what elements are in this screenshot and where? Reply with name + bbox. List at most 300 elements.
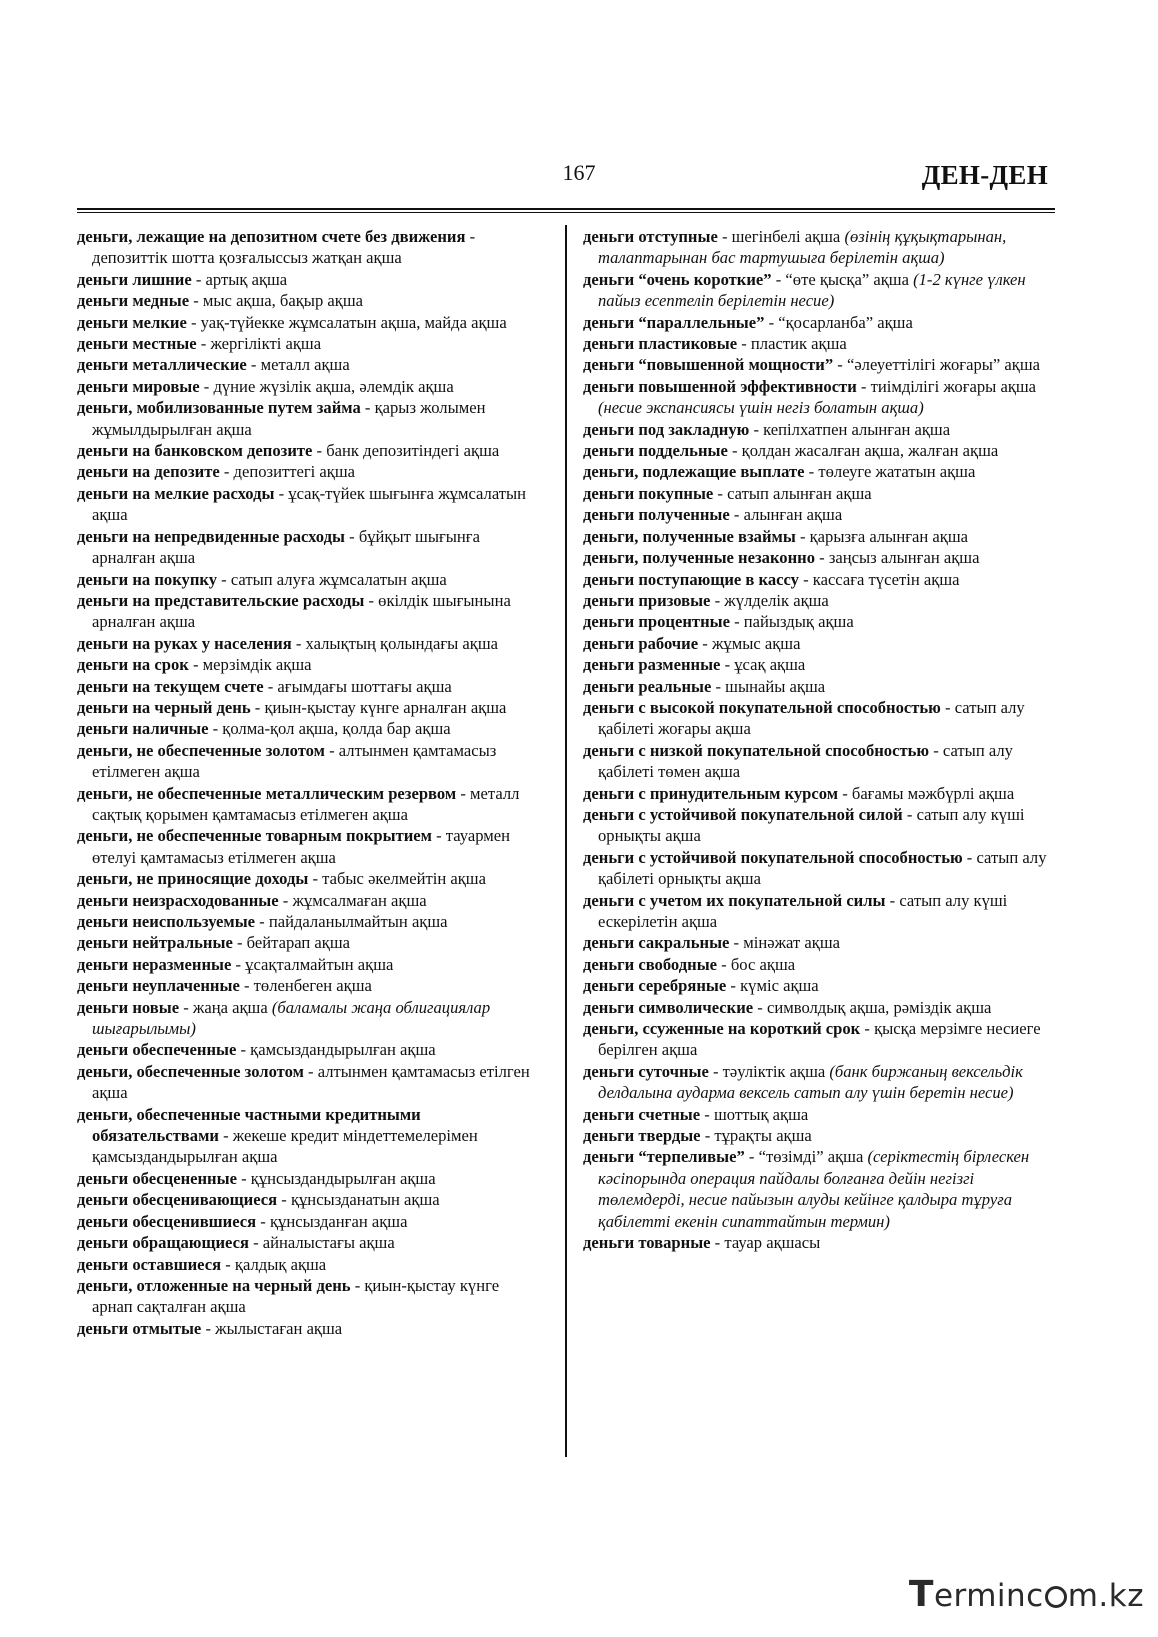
entry-term: деньги новые xyxy=(77,997,180,1017)
dictionary-entry xyxy=(77,333,543,354)
entry-term: деньги с высокой покупательной способностью xyxy=(583,697,941,717)
entry-definition: тауар ақшасы xyxy=(724,1233,821,1253)
dictionary-entry xyxy=(583,611,1055,632)
entry-term: деньги поддельные xyxy=(583,441,728,461)
dictionary-entry xyxy=(583,590,1055,611)
watermark-logo: Terminc m.kz xyxy=(908,1574,1144,1615)
page-number: 167 xyxy=(562,160,596,185)
entry-term: деньги символические xyxy=(583,997,754,1017)
entry-definition: төленбеген ақша xyxy=(253,976,372,996)
entry-separator: - xyxy=(727,441,742,461)
entry-separator: - xyxy=(324,740,339,760)
dictionary-entry xyxy=(583,547,1055,568)
entry-separator: - xyxy=(232,933,247,953)
entry-separator: - xyxy=(217,569,231,589)
entry-definition: пластик ақша xyxy=(750,334,847,354)
dictionary-entry xyxy=(583,269,1055,312)
entry-definition: “төзімді” ақша xyxy=(758,1147,864,1167)
entry-definition: қолма-қол ақша, қолда бар ақша xyxy=(222,719,451,739)
entry-term: деньги с устойчивой покупательной силой xyxy=(583,804,903,824)
header-rule-thin xyxy=(77,212,1055,213)
entry-separator: - xyxy=(729,612,744,632)
dictionary-entry xyxy=(77,226,543,269)
dictionary-entry xyxy=(77,676,543,697)
entry-definition: сатып алу қабілеті жоғары ақша xyxy=(598,697,1025,739)
entry-separator: - xyxy=(255,912,269,931)
entry-separator: - xyxy=(246,355,261,375)
dictionary-entry xyxy=(583,997,1055,1018)
entry-note: (баламалы жаңа облигациялар шығарылымы) xyxy=(92,997,491,1039)
entry-separator: - xyxy=(274,483,289,503)
entry-definition: артық ақша xyxy=(205,269,288,289)
entry-definition: төлеуге жататын ақша xyxy=(818,462,976,482)
dictionary-entry xyxy=(77,932,543,953)
dictionary-entry xyxy=(583,419,1055,440)
dictionary-entry xyxy=(77,526,543,569)
entry-term: деньги покупные xyxy=(583,483,714,503)
dictionary-entry xyxy=(583,483,1055,504)
entry-term: деньги, обеспеченные частными кредитными обязательствами xyxy=(77,1104,421,1146)
dictionary-entry xyxy=(77,397,543,440)
entry-separator: - xyxy=(208,719,223,739)
entry-term: деньги на банковском депозите xyxy=(77,441,313,461)
entry-term: деньги, полученные взаймы xyxy=(583,526,796,546)
circle-o-icon xyxy=(1045,1586,1067,1608)
entry-separator: - xyxy=(698,633,712,653)
entry-term: деньги на покупку xyxy=(77,569,218,589)
entry-term: деньги неизрасходованные xyxy=(77,890,279,910)
entry-separator: - xyxy=(250,697,265,717)
entry-separator: - xyxy=(179,997,193,1017)
entry-separator: - xyxy=(929,740,943,760)
entry-separator: - xyxy=(239,976,254,996)
entry-term: деньги на черный день xyxy=(77,697,251,717)
entry-term: деньги серебряные xyxy=(583,976,727,996)
entry-term: деньги полученные xyxy=(583,505,730,525)
entry-definition: құнсыздандырылған ақша xyxy=(250,1168,436,1188)
entry-term: деньги призовые xyxy=(583,590,711,610)
entry-term: деньги, полученные незаконно xyxy=(583,548,815,568)
entry-term: деньги рабочие xyxy=(583,633,699,653)
entry-definition: ұсақталмайтын ақша xyxy=(245,954,394,974)
entry-separator: - xyxy=(726,976,741,996)
dictionary-entry xyxy=(583,804,1055,847)
entry-separator: - xyxy=(710,590,725,610)
entry-separator: - xyxy=(236,1168,251,1188)
dictionary-entry xyxy=(77,569,543,590)
entry-term: деньги отступные xyxy=(583,227,718,246)
entry-definition: қалдық ақша xyxy=(234,1254,327,1274)
entry-term: деньги, отложенные на черный день xyxy=(77,1275,351,1295)
entry-definition: “қосарланба” ақша xyxy=(778,312,913,332)
entry-separator: - xyxy=(221,1254,235,1274)
entry-separator: - xyxy=(350,1275,365,1295)
entry-definition: пайдаланылмайтын ақша xyxy=(268,912,448,931)
entry-separator: - xyxy=(344,526,359,546)
entry-term: деньги разменные xyxy=(583,655,721,675)
dictionary-entry xyxy=(583,440,1055,461)
entry-term: деньги на мелкие расходы xyxy=(77,483,275,503)
entry-term: деньги “параллельные” xyxy=(583,312,765,332)
dictionary-entry xyxy=(77,483,543,526)
entry-term: деньги оставшиеся xyxy=(77,1254,222,1274)
entry-definition: құнсызданатын ақша xyxy=(290,1190,440,1210)
dictionary-entry xyxy=(583,676,1055,697)
entry-separator: - xyxy=(236,1040,251,1060)
entry-separator: - xyxy=(248,1233,263,1253)
dictionary-entry xyxy=(77,1061,543,1104)
entry-term: деньги, ссуженные на короткий срок xyxy=(583,1019,861,1039)
entry-separator: - xyxy=(710,1233,725,1253)
entry-definition: металл ақша xyxy=(260,355,350,375)
entry-definition: мерзімдік ақша xyxy=(202,655,312,675)
dictionary-entry xyxy=(583,890,1055,933)
dictionary-entry xyxy=(583,633,1055,654)
entry-separator: - xyxy=(737,334,751,354)
entry-term: деньги обесцененные xyxy=(77,1168,237,1188)
entry-definition: сатып алу қабілеті орнықты ақша xyxy=(598,847,1047,889)
dictionary-entry xyxy=(77,975,543,996)
dictionary-entry xyxy=(77,633,543,654)
dictionary-entry xyxy=(583,312,1055,333)
entry-separator: - xyxy=(764,312,779,332)
entry-definition: қарызға алынған ақша xyxy=(809,526,968,546)
entry-definition: шоттық ақша xyxy=(713,1104,809,1124)
dictionary-entry xyxy=(583,1232,1055,1253)
entry-definition: уақ-түйекке жұмсалатын ақша, майда ақша xyxy=(200,312,507,332)
entry-term: деньги счетные xyxy=(583,1104,701,1124)
entry-note: (серіктестің бірлескен кәсіпорында операция пайдалы болғанға дейін негізгі төлемдерді, несие пайызын алуды кейінге қалдыра тұруға қабілетті екенін сипаттайтын термин) xyxy=(598,1147,1030,1231)
dictionary-entry xyxy=(583,1125,1055,1146)
entry-definition: айналыстағы ақша xyxy=(262,1233,395,1253)
entry-definition: күміс ақша xyxy=(740,976,819,996)
entry-definition: металл сақтық қорымен қамтамасыз етілмеген ақша xyxy=(92,783,520,824)
entry-term: деньги товарные xyxy=(583,1233,711,1253)
entry-separator: - xyxy=(860,1019,875,1039)
entry-definition: қамсыздандырылған ақша xyxy=(250,1040,436,1060)
entry-definition: жаңа ақша xyxy=(192,997,268,1017)
dictionary-entry xyxy=(77,654,543,675)
dictionary-entry xyxy=(77,783,543,826)
entry-separator: - xyxy=(201,1318,216,1338)
entry-term: деньги обесценившиеся xyxy=(77,1211,257,1231)
entry-separator: - xyxy=(231,954,246,974)
dictionary-entry xyxy=(77,954,543,975)
entry-separator: - xyxy=(291,633,306,653)
entry-definition: сатып алу күші орнықты ақша xyxy=(598,804,1025,846)
dictionary-entry xyxy=(77,440,543,461)
entry-term: деньги на депозите xyxy=(77,462,220,482)
entry-separator: - xyxy=(256,1211,270,1231)
entry-term: деньги на представительские расходы xyxy=(77,590,365,610)
entry-term: деньги, лежащие на депозитном счете без движения xyxy=(77,227,466,246)
entry-separator: - xyxy=(188,655,203,675)
entry-separator: - xyxy=(277,1190,291,1210)
entry-definition: кепілхатпен алынған ақша xyxy=(763,419,951,439)
dictionary-entry xyxy=(583,354,1055,375)
entry-term: деньги свободные xyxy=(583,954,718,974)
entry-term: деньги медные xyxy=(77,291,190,311)
entry-term: деньги “очень короткие” xyxy=(583,269,772,289)
entry-definition: жекеше кредит міндеттемелерімен қамсыздандырылған ақша xyxy=(92,1126,478,1167)
entry-separator: - xyxy=(798,569,813,589)
entry-separator: - xyxy=(940,697,955,717)
entry-definition: алтынмен қамтамасыз етілмеген ақша xyxy=(92,740,497,782)
entry-definition: бос ақша xyxy=(730,954,796,974)
entry-term: деньги неиспользуемые xyxy=(77,912,256,931)
dictionary-entry xyxy=(77,1254,543,1275)
entry-separator: - xyxy=(218,1126,233,1146)
entry-term: деньги на непредвиденные расходы xyxy=(77,526,345,546)
entry-definition: заңсыз алынған ақша xyxy=(828,548,980,568)
entry-term: деньги лишние xyxy=(77,269,192,289)
dictionary-entry xyxy=(77,290,543,311)
dictionary-entry xyxy=(583,1061,1055,1104)
entry-definition: мінәжат ақша xyxy=(743,933,840,953)
dictionary-entry xyxy=(77,1211,543,1232)
entry-term: деньги отмытые xyxy=(77,1318,202,1338)
entry-definition: қысқа мерзімге несиеге берілген ақша xyxy=(598,1019,1041,1060)
entry-definition: шегінбелі ақша xyxy=(731,227,841,246)
entry-term: деньги под закладную xyxy=(583,419,750,439)
entry-separator: - xyxy=(744,1147,759,1167)
dictionary-entry xyxy=(583,740,1055,783)
dictionary-entry xyxy=(583,783,1055,804)
entry-separator: - xyxy=(815,548,829,568)
entry-term: деньги, не приносящие доходы xyxy=(77,869,309,889)
entry-definition: депозиттегі ақша xyxy=(233,462,355,482)
entry-term: деньги с принудительным курсом xyxy=(583,783,839,803)
entry-separator: - xyxy=(312,441,327,461)
dictionary-entry xyxy=(583,847,1055,890)
dictionary-entry xyxy=(583,654,1055,675)
entry-separator: - xyxy=(196,334,211,354)
entry-note: (банк биржаның вексельдік делдалына аударма вексель сатып алу үшін беретін несие) xyxy=(598,1061,1023,1103)
dictionary-entry xyxy=(77,1168,543,1189)
entry-term: деньги обесценивающиеся xyxy=(77,1190,278,1210)
entry-term: деньги, не обеспеченные золотом xyxy=(77,740,325,760)
entry-separator: - xyxy=(189,291,203,311)
entry-separator: - xyxy=(360,398,375,418)
entry-definition: тауармен өтелуі қамтамасыз етілмеген ақша xyxy=(92,826,510,867)
dictionary-entry xyxy=(77,997,543,1040)
right-column xyxy=(583,226,1055,1254)
entry-term: деньги, обеспеченные золотом xyxy=(77,1061,304,1081)
entry-term: деньги наличные xyxy=(77,719,209,739)
entry-definition: депозиттік шотта қозғалыссыз жатқан ақша xyxy=(92,248,402,268)
dictionary-entry xyxy=(77,1104,543,1168)
dictionary-entry xyxy=(583,461,1055,482)
entry-definition: шынайы ақша xyxy=(725,676,826,696)
entry-term: деньги, не обеспеченные товарным покрытием xyxy=(77,826,432,846)
entry-separator: - xyxy=(708,1061,723,1081)
dictionary-entry xyxy=(77,1275,543,1318)
entry-term: деньги “терпеливые” xyxy=(583,1147,745,1167)
entry-separator: - xyxy=(465,227,476,246)
entry-term: деньги, мобилизованные путем займа xyxy=(77,398,361,418)
entry-definition: жергілікті ақша xyxy=(210,334,322,354)
entry-separator: - xyxy=(717,227,732,246)
entry-separator: - xyxy=(902,804,917,824)
dictionary-entry xyxy=(77,1189,543,1210)
dictionary-entry xyxy=(77,1318,543,1339)
entry-separator: - xyxy=(729,505,744,525)
entry-definition: өкілдік шығынына арналған ақша xyxy=(92,590,511,632)
entry-separator: - xyxy=(219,462,234,482)
entry-term: деньги поступающие в кассу xyxy=(583,569,799,589)
entry-definition: пайыздық ақша xyxy=(743,612,854,632)
dictionary-entry xyxy=(583,932,1055,953)
entry-definition: қиын-қыстау күнге арналған ақша xyxy=(264,697,507,717)
entry-term: деньги сакральные xyxy=(583,933,730,953)
entry-term: деньги местные xyxy=(77,334,197,354)
column-divider xyxy=(565,225,567,1457)
dictionary-entry xyxy=(77,868,543,889)
entry-term: деньги реальные xyxy=(583,676,712,696)
entry-separator: - xyxy=(700,1126,715,1146)
entry-separator: - xyxy=(729,933,744,953)
dictionary-entry xyxy=(77,312,543,333)
entry-separator: - xyxy=(431,826,446,846)
entry-separator: - xyxy=(303,1061,318,1081)
entry-separator: - xyxy=(711,676,726,696)
entry-definition: мыс ақша, бақыр ақша xyxy=(202,291,363,311)
entry-term: деньги обращающиеся xyxy=(77,1233,249,1253)
entry-separator: - xyxy=(753,997,767,1017)
entry-separator: - xyxy=(278,890,293,910)
entry-definition: қолдан жасалған ақша, жалған ақша xyxy=(741,441,999,461)
entry-separator: - xyxy=(263,676,278,696)
dictionary-entry xyxy=(77,1039,543,1060)
entry-term: деньги с устойчивой покупательной способностью xyxy=(583,847,963,867)
dictionary-entry xyxy=(583,226,1055,269)
entry-definition: бұйқыт шығынға арналған ақша xyxy=(92,526,480,568)
entry-term: деньги суточные xyxy=(583,1061,709,1081)
dictionary-entry xyxy=(583,569,1055,590)
entry-separator: - xyxy=(308,869,323,889)
entry-term: деньги нейтральные xyxy=(77,933,233,953)
entry-term: деньги металлические xyxy=(77,355,247,375)
entry-definition: ұсақ-түйек шығынға жұмсалатын ақша xyxy=(92,483,527,525)
entry-separator: - xyxy=(191,269,206,289)
entry-definition: сатып алуға жұмсалатын ақша xyxy=(230,569,447,589)
entry-term: деньги неуплаченные xyxy=(77,976,240,996)
entry-definition: халықтың қолындағы ақша xyxy=(305,633,498,653)
entry-definition: сатып алу күші ескерілетін ақша xyxy=(598,890,1008,931)
entry-definition: алтынмен қамтамасыз етілген ақша xyxy=(92,1061,530,1103)
dictionary-entry xyxy=(583,1018,1055,1061)
entry-note: (өзінің құқықтарынан, талаптарынан бас тартушыға берілетін ақша) xyxy=(598,227,1007,268)
entry-separator: - xyxy=(833,355,847,375)
dictionary-entry xyxy=(583,954,1055,975)
entry-definition: жылыстаған ақша xyxy=(215,1318,343,1338)
entry-definition: ұсақ ақша xyxy=(734,655,806,675)
entry-separator: - xyxy=(856,376,871,396)
dictionary-entry xyxy=(77,376,543,397)
dictionary-entry xyxy=(583,697,1055,740)
entry-term: деньги, подлежащие выплате xyxy=(583,462,805,482)
entry-separator: - xyxy=(364,590,379,610)
dictionary-entry xyxy=(77,890,543,911)
entry-separator: - xyxy=(838,783,852,803)
entry-term: деньги мировые xyxy=(77,376,200,396)
entry-definition: дүние жүзілік ақша, әлемдік ақша xyxy=(213,376,454,396)
entry-definition: сатып алынған ақша xyxy=(727,483,872,503)
dictionary-entry xyxy=(77,269,543,290)
dictionary-entry xyxy=(77,697,543,718)
entry-definition: тәуліктік ақша xyxy=(722,1061,826,1081)
entry-definition: сатып алу қабілеті төмен ақша xyxy=(598,740,1013,782)
entry-definition: банк депозитіндегі ақша xyxy=(326,441,500,461)
entry-definition: қиын-қыстау күнге арнап сақталған ақша xyxy=(92,1275,500,1317)
entry-definition: табыс әкелмейтін ақша xyxy=(322,869,486,889)
entry-definition: тұрақты ақша xyxy=(714,1126,812,1146)
entry-term: деньги на срок xyxy=(77,655,189,675)
entry-term: деньги повышенной эффективности xyxy=(583,376,857,396)
entry-term: деньги обеспеченные xyxy=(77,1040,237,1060)
entry-definition: бейтарап ақша xyxy=(246,933,350,953)
dictionary-entry xyxy=(583,1104,1055,1125)
dictionary-entry xyxy=(583,975,1055,996)
entry-term: деньги мелкие xyxy=(77,312,187,332)
entry-definition: қарыз жолымен жұмылдырылған ақша xyxy=(92,398,486,439)
entry-separator: - xyxy=(795,526,810,546)
dictionary-entry xyxy=(77,718,543,739)
dictionary-entry xyxy=(583,376,1055,419)
entry-separator: - xyxy=(199,376,214,396)
entry-definition: символдық ақша, рәміздік ақша xyxy=(766,997,992,1017)
running-head: ДЕН-ДЕН xyxy=(921,160,1048,190)
entry-note: (несие экспансиясы үшін негіз болатын ақша) xyxy=(598,398,924,418)
entry-separator: - xyxy=(456,783,471,803)
entry-separator: - xyxy=(700,1104,714,1124)
entry-term: деньги с низкой покупательной способностью xyxy=(583,740,930,760)
entry-separator: - xyxy=(186,312,201,332)
entry-separator: - xyxy=(962,847,977,867)
entry-term: деньги с учетом их покупательной силы xyxy=(583,890,886,910)
entry-definition: жұмыс ақша xyxy=(711,633,801,653)
entry-definition: жүлделік ақша xyxy=(724,590,829,610)
entry-definition: ағымдағы шоттағы ақша xyxy=(277,676,452,696)
dictionary-entry xyxy=(77,354,543,375)
entry-separator: - xyxy=(749,419,764,439)
entry-term: деньги “повышенной мощности” xyxy=(583,355,834,375)
entry-definition: “өте қысқа” ақша xyxy=(785,269,909,289)
entry-separator: - xyxy=(771,269,786,289)
entry-separator: - xyxy=(885,890,900,910)
entry-definition: тиімділігі жоғары ақша xyxy=(870,376,1037,396)
entry-term: деньги процентные xyxy=(583,612,730,632)
header-rule xyxy=(77,208,1055,210)
dictionary-entry xyxy=(77,825,543,868)
entry-separator: - xyxy=(713,483,728,503)
entry-separator: - xyxy=(804,462,819,482)
dictionary-entry xyxy=(77,590,543,633)
entry-term: деньги твердые xyxy=(583,1126,701,1146)
entry-term: деньги на руках у населения xyxy=(77,633,292,653)
left-column xyxy=(77,226,543,1339)
entry-separator: - xyxy=(717,954,731,974)
entry-definition: алынған ақша xyxy=(743,505,843,525)
entry-definition: жұмсалмаған ақша xyxy=(292,890,427,910)
entry-definition: кассаға түсетін ақша xyxy=(812,569,960,589)
entry-term: деньги на текущем счете xyxy=(77,676,264,696)
entry-separator: - xyxy=(720,655,735,675)
dictionary-entry xyxy=(77,740,543,783)
dictionary-entry xyxy=(583,526,1055,547)
entry-note: (1-2 күнге үлкен пайыз есептеліп берілетін несие) xyxy=(598,269,1026,311)
dictionary-entry xyxy=(583,504,1055,525)
